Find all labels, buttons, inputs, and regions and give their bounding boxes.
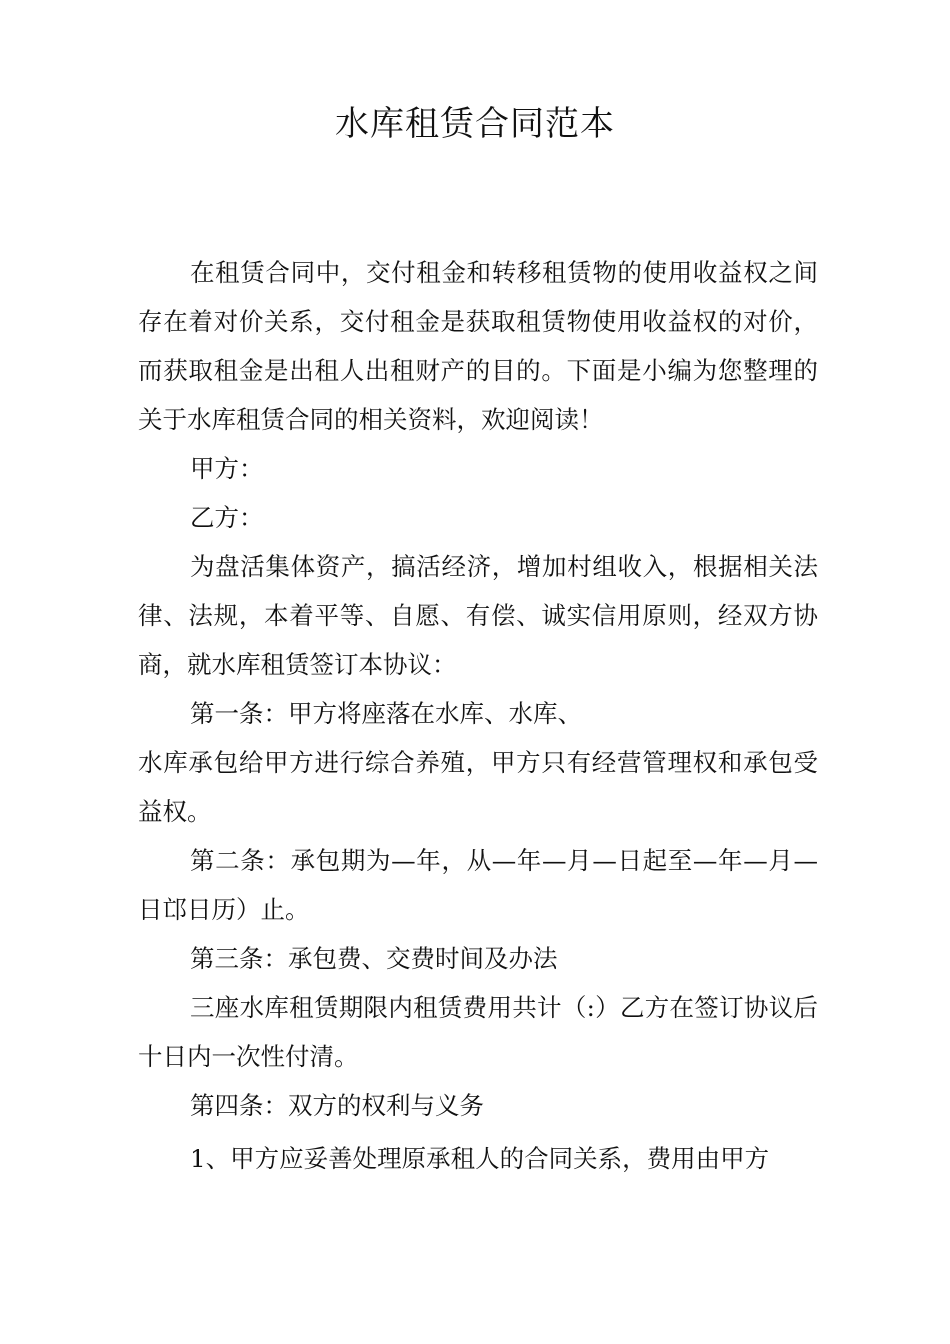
paragraph-preamble: 为盘活集体资产，搞活经济，增加村组收入，根据相关法律、法规，本着平等、自愿、有偿、诚实信用原则，经双方协商，就水库租赁签订本协议：	[138, 552, 818, 679]
paragraph-party-a: 甲方：	[190, 454, 264, 483]
document-title: 水库租赁合同范本	[335, 104, 615, 144]
document-body	[138, 248, 818, 1183]
paragraph-party-b: 乙方：	[190, 503, 264, 532]
paragraph-intro: 在租赁合同中，交付租金和转移租赁物的使用收益权之间存在着对价关系，交付租金是获取租赁物使用收益权的对价，而获取租金是出租人出租财产的目的。下面是小编为您整理的关于水库租赁合同的相关资料，欢迎阅读！	[138, 258, 818, 434]
paragraph-article-2: 第二条：承包期为—年，从—年—月—日起至—年—月—日邙日历）止。	[138, 846, 818, 924]
paragraph-article-4: 第四条：双方的权利与义务	[190, 1091, 484, 1120]
paragraph-article-1-cont: 水库承包给甲方进行综合养殖，甲方只有经营管理权和承包受益权。	[138, 748, 818, 826]
paragraph-article-1: 第一条：甲方将座落在水库、水库、	[190, 699, 582, 728]
paragraph-article-4-item-1: 1、甲方应妥善处理原承租人的合同关系，费用由甲方	[190, 1144, 770, 1173]
paragraph-article-3-detail: 三座水库租赁期限内租赁费用共计（:）乙方在签订协议后十日内一次性付清。	[138, 993, 818, 1071]
paragraph-article-3: 第三条：承包费、交费时间及办法	[190, 944, 558, 973]
